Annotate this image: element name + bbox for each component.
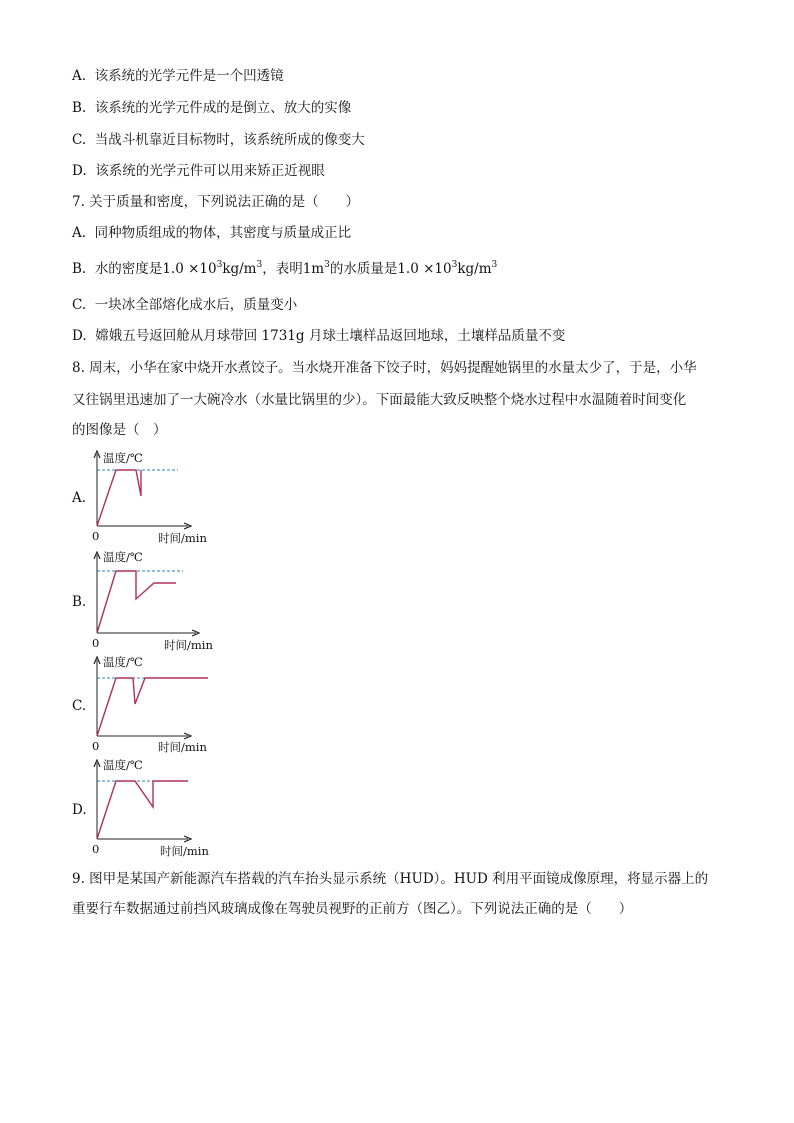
q8-option-c-label: C. (72, 698, 87, 714)
q7-stem: 7. 关于质量和密度，下列说法正确的是（ ） (72, 194, 360, 210)
q6-option-a: A. 该系统的光学元件是一个凹透镜 (72, 68, 284, 84)
q8-stem-line1: 8. 周末，小华在家中烧开水煮饺子。当水烧开准备下饺子时，妈妈提醒她锅里的水量太少了，于是，小华 (72, 360, 697, 376)
q8-graph-a (88, 448, 218, 548)
q8-option-b-label: B. (72, 594, 87, 610)
y-axis-label: 温度/℃ (103, 451, 143, 465)
q9-stem-line1: 9. 图甲是某国产新能源汽车搭载的汽车抬头显示系统（HUD）。HUD 利用平面镜成像原理，将显示器上的 (72, 871, 709, 887)
temperature-curve (97, 678, 208, 736)
q6-option-b: B. 该系统的光学元件成的是倒立、放大的实像 (72, 100, 352, 116)
q7-option-b: B. 水的密度是$1.0 \times 10^3kg/m^3$，表明$1m^3$的水质量是$1.0 \times 10^3kg/m^3$ (72, 260, 498, 277)
q8-graph-d (88, 757, 218, 861)
q8-stem-line3: 的图像是（ ） (72, 422, 167, 438)
origin-label: 0 (92, 529, 100, 543)
q7-option-a: A. 同种物质组成的物体，其密度与质量成正比 (72, 225, 352, 241)
x-axis-label: 时间/min (158, 740, 207, 754)
q8-graph-c (88, 654, 218, 754)
x-axis-label: 时间/min (164, 638, 213, 652)
q8-option-a-label: A. (72, 490, 87, 506)
origin-label: 0 (92, 739, 100, 753)
q7-option-c: C. 一块冰全部熔化成水后，质量变小 (72, 297, 298, 313)
q8-stem-line2: 又往锅里迅速加了一大碗冷水（水量比锅里的少）。下面最能大致反映整个烧水过程中水温随着时间变化 (72, 392, 687, 408)
q7-option-d: D. 嫦娥五号返回舱从月球带回 1731g 月球土壤样品返回地球，土壤样品质量不变 (72, 328, 566, 344)
y-axis-label: 温度/℃ (103, 655, 143, 669)
q6-option-c: C. 当战斗机靠近目标物时，该系统所成的像变大 (72, 132, 365, 148)
origin-label: 0 (92, 636, 100, 650)
q8-graph-b (88, 549, 218, 653)
temperature-curve (97, 470, 141, 526)
temperature-curve (97, 781, 188, 839)
q9-stem-line2: 重要行车数据通过前挡风玻璃成像在驾驶员视野的正前方（图乙）。下列说法正确的是（ ） (72, 901, 633, 917)
temperature-curve (97, 571, 176, 633)
x-axis-label: 时间/min (160, 844, 209, 858)
q6-option-d: D. 该系统的光学元件可以用来矫正近视眼 (72, 163, 325, 179)
x-axis-label: 时间/min (158, 531, 207, 545)
y-axis-label: 温度/℃ (103, 758, 143, 772)
q8-option-d-label: D. (72, 802, 87, 818)
y-axis-label: 温度/℃ (103, 550, 143, 564)
origin-label: 0 (92, 842, 100, 856)
